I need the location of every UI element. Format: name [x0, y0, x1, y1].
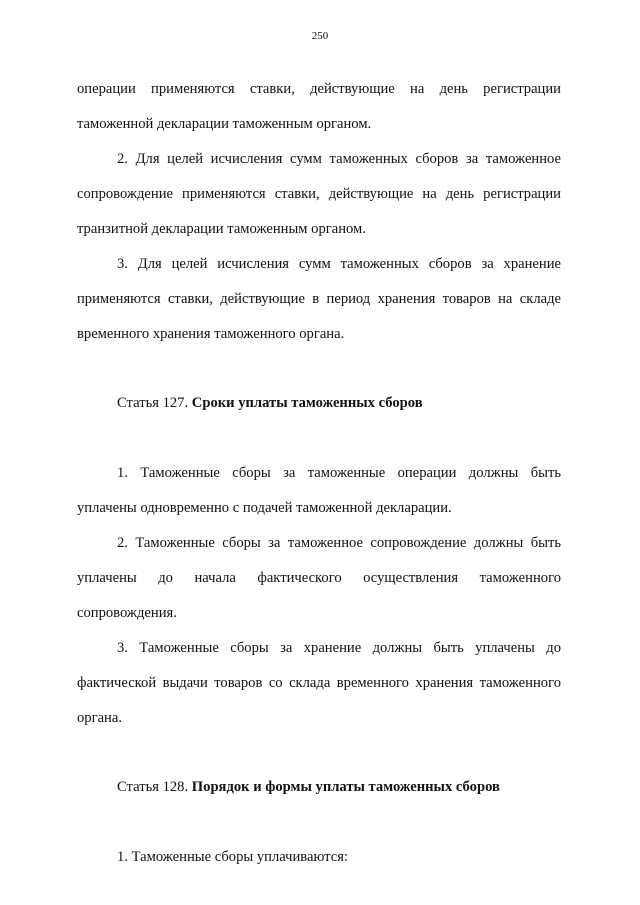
paragraph-line: 1. Таможенные сборы уплачиваются: [117, 849, 348, 865]
article-title: Порядок и формы уплаты таможенных сборов [191, 779, 500, 795]
paragraph-line: применяются ставки, действующие в период хранения товаров на складе [77, 291, 561, 307]
page-content [77, 81, 561, 884]
article-label: Статья 127. [117, 395, 189, 411]
paragraph-line: транзитной декларации таможенным органом. [77, 221, 366, 237]
paragraph-line: уплачены до начала фактического осуществления таможенного [77, 570, 561, 586]
paragraph-line: 1. Таможенные сборы за таможенные операции должны быть [117, 465, 561, 481]
paragraph-line: 2. Для целей исчисления сумм таможенных сборов за таможенное [117, 151, 561, 167]
paragraph-line: 3. Таможенные сборы за хранение должны быть уплачены до [117, 640, 561, 656]
article-128-heading [77, 779, 561, 849]
spacer [77, 745, 561, 779]
paragraph-line: 2. Таможенные сборы за таможенное сопровождение должны быть [117, 535, 561, 551]
paragraph-line: 3. Для целей исчисления сумм таможенных сборов за хранение [117, 256, 561, 272]
paragraph-line: органа. [77, 710, 122, 726]
article-label: Статья 128. [117, 779, 189, 795]
article-127-heading [77, 395, 561, 465]
page-number: 250 [311, 30, 329, 42]
paragraph-line: операции применяются ставки, действующие на день регистрации [77, 81, 561, 97]
paragraph-line: фактической выдачи товаров со склада временного хранения таможенного [77, 675, 561, 691]
article-title: Сроки уплаты таможенных сборов [191, 395, 423, 411]
paragraph-line: сопровождения. [77, 605, 177, 621]
paragraph-line: уплачены одновременно с подачей таможенной декларации. [77, 500, 452, 516]
paragraph-line: сопровождение применяются ставки, действующие на день регистрации [77, 186, 561, 202]
paragraph-line: таможенной декларации таможенным органом. [77, 116, 372, 132]
spacer [77, 361, 561, 395]
paragraph-line: временного хранения таможенного органа. [77, 326, 345, 342]
